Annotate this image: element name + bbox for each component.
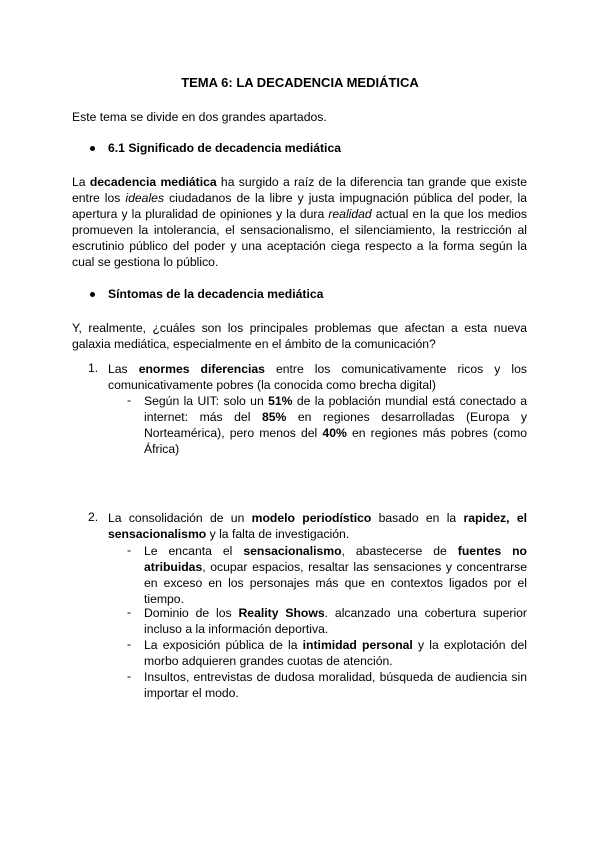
list-number-1: 1.	[88, 361, 99, 375]
dash-bullet: -	[127, 669, 132, 683]
dash-bullet: -	[127, 605, 132, 619]
page-title: TEMA 6: LA DECADENCIA MEDIÁTICA	[181, 75, 419, 90]
sub-item-reality-shows: Dominio de los Reality Shows. alcanzado una cobertura superior incluso a la información deportiva.	[144, 606, 527, 636]
dash-bullet: -	[127, 543, 132, 557]
definition-paragraph: La decadencia mediática ha surgido a raíz de la diferencia tan grande que existe entre los ideales ciudadanos de la libre y justa impugnación pública del poder, la apertura y la pluralidad de opiniones y la dura realidad actual en la que los medios promueven la intolerancia, el sensacionalismo, el silenciamiento, la restricción al escrutinio público del poder y una aceptación ciega respecto a la forma según la cual se gestiona lo público.	[72, 175, 527, 269]
bullet-icon	[90, 146, 95, 151]
intro-paragraph: Este tema se divide en dos grandes apartados.	[72, 110, 327, 124]
sub-item-intimidad: La exposición pública de la intimidad personal y la explotación del morbo adquieren grandes cuotas de atención.	[144, 638, 527, 668]
bullet-icon	[90, 292, 95, 297]
sub-item-sensacionalismo: Le encanta el sensacionalismo, abastecerse de fuentes no atribuidas, ocupar espacios, resaltar las sensaciones y concentrarse en exceso en los personajes más que en contextos ligados por el tiempo.	[144, 544, 527, 606]
section-heading-2: Síntomas de la decadencia mediática	[108, 287, 324, 301]
section-heading-1: 6.1 Significado de decadencia mediática	[108, 141, 342, 155]
sub-item-insultos: Insultos, entrevistas de dudosa moralidad, búsqueda de audiencia sin importar el modo.	[144, 670, 527, 700]
dash-bullet: -	[127, 393, 132, 407]
sub-item-uit: Según la UIT: solo un 51% de la población mundial está conectado a internet: más del 85% en regiones desarrolladas (Europa y Norteamérica), pero menos del 40% en regiones más pobres (como África)	[144, 394, 528, 456]
dash-bullet: -	[127, 637, 132, 651]
list-item-2: La consolidación de un modelo periodístico basado en la rapidez, el sensacionalismo y la falta de investigación.	[108, 511, 527, 541]
list-item-1: Las enormes diferencias entre los comunicativamente ricos y los comunicativamente pobres (la conocida como brecha digital)	[108, 362, 527, 392]
list-number-2: 2.	[88, 510, 99, 524]
question-paragraph: Y, realmente, ¿cuáles son los principales problemas que afectan a esta nueva galaxia mediática, especialmente en el ámbito de la comunicación?	[72, 321, 527, 351]
